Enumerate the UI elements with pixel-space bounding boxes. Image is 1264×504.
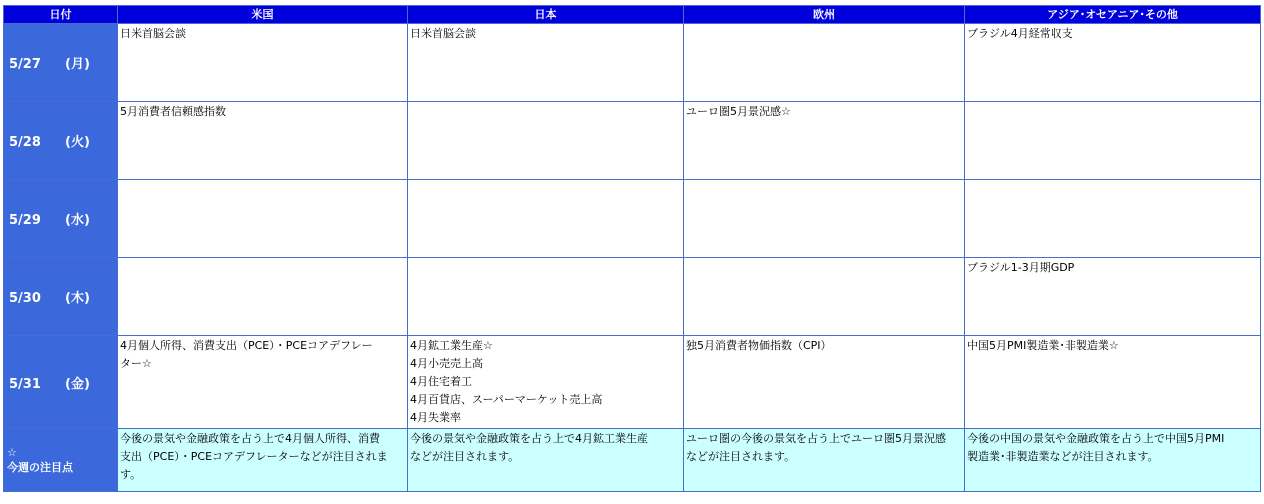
- notes-label: 今週の注目点: [7, 461, 73, 474]
- header-asia: アジア･オセアニア･その他: [965, 6, 1261, 24]
- table-row: [4, 24, 1261, 102]
- event-text: 5月消費者信頼感指数: [120, 105, 226, 118]
- table-row: [4, 180, 1261, 258]
- europe-cell: [684, 180, 965, 258]
- asia-cell: [965, 336, 1261, 429]
- event-text: 4月失業率: [410, 411, 461, 424]
- notes-label-cell: [4, 429, 118, 492]
- date-cell: [4, 24, 118, 102]
- asia-cell: [965, 258, 1261, 336]
- date-label: 5/29: [9, 213, 41, 228]
- date-label: 5/28: [9, 135, 41, 150]
- date-label: 5/27: [9, 57, 41, 72]
- note-text: 今後の中国の景気や金融政策を占う上で中国5月PMI: [967, 432, 1225, 445]
- note-text: 製造業･非製造業などが注目されます。: [967, 450, 1159, 463]
- event-text: ター☆: [120, 357, 152, 370]
- japan-cell: [408, 258, 684, 336]
- asia-cell: [965, 180, 1261, 258]
- us-cell: [118, 336, 408, 429]
- japan-cell: [408, 24, 684, 102]
- event-text: 4月百貨店、スーパーマーケット売上高: [410, 393, 603, 406]
- japan-cell: [408, 180, 684, 258]
- weekday-label: (金): [65, 376, 90, 392]
- header-date: 日付: [4, 6, 118, 24]
- event-text: 独5月消費者物価指数（CPI）: [686, 339, 832, 352]
- asia-cell: [965, 102, 1261, 180]
- table-row: [4, 258, 1261, 336]
- weekday-label: (火): [65, 135, 90, 150]
- table-row: [4, 102, 1261, 180]
- header-europe: 欧州: [684, 6, 965, 24]
- event-text: 4月個人所得、消費支出（PCE）・PCEコアデフレー: [120, 339, 373, 352]
- weekly-schedule-table: [3, 5, 1261, 492]
- asia-note-cell: [965, 429, 1261, 492]
- note-text: 今後の景気や金融政策を占う上で4月個人所得、消費: [120, 432, 380, 445]
- notes-row: [4, 429, 1261, 492]
- europe-cell: [684, 336, 965, 429]
- header-japan: 日本: [408, 6, 684, 24]
- europe-cell: [684, 258, 965, 336]
- date-cell: [4, 180, 118, 258]
- event-text: ブラジル1-3月期GDP: [967, 261, 1075, 274]
- event-text: 中国5月PMI製造業･非製造業☆: [967, 339, 1119, 352]
- note-text: などが注目されます。: [686, 450, 796, 463]
- event-text: ユーロ圏5月景況感☆: [686, 105, 791, 118]
- event-text: 4月鉱工業生産☆: [410, 339, 493, 352]
- event-text: ブラジル4月経常収支: [967, 27, 1073, 40]
- weekday-label: (水): [65, 213, 90, 228]
- note-text: ユーロ圏の今後の景気を占う上でユーロ圏5月景況感: [686, 432, 946, 445]
- table-row: [4, 336, 1261, 429]
- date-cell: [4, 102, 118, 180]
- note-text: 支出（PCE）・PCEコアデフレーターなどが注目されます。: [120, 450, 388, 481]
- event-text: 日米首脳会談: [410, 27, 476, 40]
- note-text: 今後の景気や金融政策を占う上で4月鉱工業生産: [410, 432, 648, 445]
- event-text: 4月小売売上高: [410, 357, 483, 370]
- us-cell: [118, 258, 408, 336]
- us-cell: [118, 102, 408, 180]
- weekday-label: (木): [65, 291, 90, 306]
- europe-cell: [684, 24, 965, 102]
- japan-note-cell: [408, 429, 684, 492]
- japan-cell: [408, 102, 684, 180]
- us-note-cell: [118, 429, 408, 492]
- date-cell: [4, 258, 118, 336]
- us-cell: [118, 180, 408, 258]
- japan-cell: [408, 336, 684, 429]
- header-row: [4, 6, 1261, 24]
- date-label: 5/31: [9, 376, 41, 392]
- weekday-label: (月): [65, 57, 90, 72]
- note-text: などが注目されます。: [410, 450, 520, 463]
- europe-note-cell: [684, 429, 965, 492]
- europe-cell: [684, 102, 965, 180]
- us-cell: [118, 24, 408, 102]
- header-us: 米国: [118, 6, 408, 24]
- star-icon: ☆: [7, 446, 17, 459]
- event-text: 日米首脳会談: [120, 27, 186, 40]
- date-label: 5/30: [9, 291, 41, 306]
- asia-cell: [965, 24, 1261, 102]
- date-cell: [4, 336, 118, 429]
- event-text: 4月住宅着工: [410, 375, 472, 388]
